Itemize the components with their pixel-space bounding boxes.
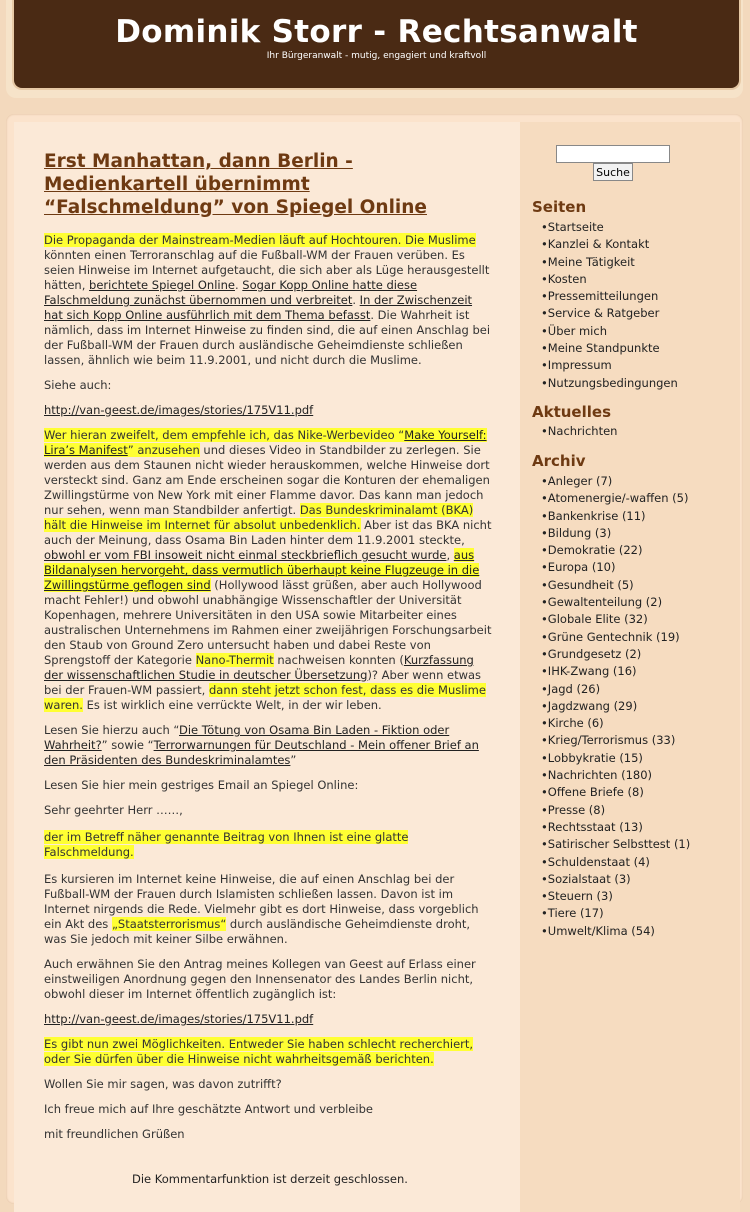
- pdf-paragraph: [44, 1012, 492, 1027]
- sidebar-archive-item: [541, 819, 736, 836]
- sidebar-page-item: [541, 271, 736, 288]
- post-paragraph: Wollen Sie mir sagen, was davon zutrifft?: [44, 1077, 282, 1091]
- comments-closed-notice: Die Kommentarfunktion ist derzeit geschlossen.: [132, 1172, 408, 1186]
- sidebar-archive-link[interactable]: Sozialstaat (3): [547, 871, 631, 886]
- sidebar-archive-item: [541, 732, 736, 749]
- search-button[interactable]: Suche: [593, 163, 633, 181]
- sidebar-archive-link[interactable]: Gesundheit (5): [547, 577, 634, 592]
- text: und dieses Video in Standbilder zu zerlegen. Sie werden aus dem Staunen nicht wieder herauskommen, welche Hinweise dort versteckt sind. Ganz am Ende erscheinen sogar die Konturen der ehemaligen Zwillingstürme von New York mit einer Flamme davor. Das kann man jedoch nur sehen, wenn man Standbilder anfertigt.: [44, 443, 490, 517]
- sidebar-archive-item: [541, 490, 736, 507]
- text: nachweisen konnten (: [273, 653, 404, 667]
- sidebar-archive-item: [541, 542, 736, 559]
- archive-heading: Archiv: [532, 452, 586, 470]
- sidebar-archive-item: [541, 888, 736, 905]
- sidebar-archive-link[interactable]: Demokratie (22): [547, 543, 643, 558]
- sidebar-page-item: [541, 323, 736, 340]
- sidebar-page-link[interactable]: Startseite: [547, 220, 604, 234]
- bullet-icon: •: [541, 819, 548, 834]
- sidebar-archive-link[interactable]: Grundgesetz (2): [547, 646, 642, 661]
- sidebar-archive-item: [541, 611, 736, 628]
- bullet-icon: •: [541, 629, 548, 644]
- bullet-icon: •: [541, 802, 548, 817]
- fbi-link[interactable]: obwohl er vom FBI insoweit nicht einmal steckbrieflich gesucht wurde: [44, 548, 447, 562]
- sidebar-archive-link[interactable]: Jagd (26): [547, 681, 601, 696]
- post-paragraph: Lesen Sie hier mein gestriges Email an Spiegel Online:: [44, 778, 359, 792]
- bullet-icon: •: [541, 854, 548, 869]
- sidebar-archive-link[interactable]: IHK-Zwang (16): [547, 664, 637, 679]
- post-paragraph: mit freundlichen Grüßen: [44, 1127, 185, 1141]
- post: [44, 150, 492, 1152]
- sidebar-news-link[interactable]: Nachrichten: [547, 424, 618, 438]
- image-analysis-link[interactable]: aus Bildanalysen hervorgeht, dass vermutlich überhaupt keine Flugzeuge in die Zwillingstürme geflogen sind: [44, 548, 480, 592]
- sidebar-archive-link[interactable]: Schuldenstaat (4): [547, 854, 650, 869]
- bullet-icon: •: [541, 785, 548, 800]
- sidebar-page-link[interactable]: Impressum: [547, 358, 612, 373]
- sidebar-page-link[interactable]: Pressemitteilungen: [547, 289, 659, 304]
- bullet-icon: •: [541, 750, 548, 765]
- bullet-icon: •: [541, 923, 548, 938]
- text: Es ist wirklich eine verrückte Welt, in der wir leben.: [82, 698, 382, 712]
- spiegel-online-link[interactable]: berichtete Spiegel Online: [89, 278, 235, 292]
- bullet-icon: •: [541, 424, 548, 438]
- site-subtitle: Ihr Bürgeranwalt - mutig, engagiert und kraftvoll: [266, 51, 487, 61]
- text: . Die Wahrheit ist nämlich, dass im Internet Hinweise zu finden sind, die auf einen Anschlag bei der Fußball-WM der Frauen durch ausländische Geheimdienste schließen lassen, ähnlich wie beim 11.9.2001, und nicht durch die Muslime.: [44, 308, 491, 367]
- sidebar-archive-link[interactable]: Presse (8): [547, 802, 606, 817]
- sidebar-archive-item: [541, 871, 736, 888]
- sidebar-archive-item: [541, 715, 736, 732]
- highlight: Nano-Thermit: [195, 653, 274, 667]
- pdf-link[interactable]: http://van-geest.de/images/stories/175V11.pdf: [44, 403, 314, 417]
- sidebar-page-link[interactable]: Meine Tätigkeit: [547, 254, 635, 269]
- sidebar-archive-item: [541, 767, 736, 784]
- bullet-icon: •: [541, 254, 548, 269]
- bullet-icon: •: [541, 237, 548, 252]
- bullet-icon: •: [541, 664, 548, 679]
- post-paragraph: Auch erwähnen Sie den Antrag meines Kollegen van Geest auf Erlass einer einstweiligen Anordnung gegen den Innensenator des Landes Berlin nicht, obwohl dieser im Internet öffentlich zugänglich ist:: [44, 957, 476, 1001]
- bullet-icon: •: [541, 271, 548, 286]
- bullet-icon: •: [541, 768, 548, 783]
- bullet-icon: •: [541, 358, 548, 373]
- post-paragraph: Sehr geehrter Herr ……,: [44, 803, 183, 817]
- bullet-icon: •: [541, 837, 548, 852]
- bullet-icon: •: [541, 508, 548, 523]
- sidebar-page-item: [541, 236, 736, 253]
- pdf-paragraph: [44, 403, 492, 418]
- sidebar-archive-link[interactable]: Bankenkrise (11): [547, 508, 646, 523]
- sidebar-page-item: [541, 254, 736, 271]
- sidebar-archive-link[interactable]: Gewaltenteilung (2): [547, 595, 663, 610]
- sidebar-archive-item: [541, 784, 736, 801]
- post-paragraph: [44, 723, 492, 768]
- sidebar-news-item: [541, 423, 736, 440]
- highlight: der im Betreff näher genannte Beitrag von Ihnen ist eine glatte Falschmeldung.: [44, 830, 409, 859]
- text: Lesen Sie hierzu auch “: [44, 723, 179, 737]
- bullet-icon: •: [541, 612, 548, 627]
- sidebar-archive-item: [541, 525, 736, 542]
- bullet-icon: •: [541, 323, 548, 338]
- osama-article-link[interactable]: Die Tötung von Osama Bin Laden - Fiktion oder Wahrheit?: [44, 723, 450, 752]
- text: ”: [290, 753, 297, 767]
- highlight: „Staatsterrorismus“: [111, 917, 227, 931]
- sidebar-archive-link[interactable]: Offene Briefe (8): [547, 785, 644, 800]
- site-title[interactable]: Dominik Storr - Rechtsanwalt: [115, 14, 638, 50]
- text: )? Aber wenn etwas bei der Frauen-WM passiert,: [44, 668, 482, 697]
- bullet-icon: •: [541, 220, 548, 234]
- sidebar-archive-item: [541, 750, 736, 767]
- post-paragraph: [44, 1037, 492, 1067]
- sidebar-page-link[interactable]: Meine Standpunkte: [547, 341, 660, 356]
- sidebar-archive-item: [541, 594, 736, 611]
- text: Aber ist das BKA nicht auch der Meinung, dass Osama Bin Laden hinter dem 11.9.2001 steckte,: [44, 518, 492, 547]
- sidebar-page-link[interactable]: Kanzlei & Kontakt: [547, 237, 650, 252]
- kopp-online-link[interactable]: Sogar Kopp Online hatte diese Falschmeldung zunächst übernommen und verbreitet: [44, 278, 418, 307]
- bullet-icon: •: [541, 681, 548, 696]
- bullet-icon: •: [541, 889, 548, 904]
- highlight: Die Propaganda der Mainstream-Medien läuft auf Hochtouren. Die Muslime: [44, 233, 476, 247]
- post-paragraph: [44, 233, 492, 368]
- sidebar-archive-item: [541, 836, 736, 853]
- archive-list: [541, 473, 736, 940]
- bullet-icon: •: [541, 375, 548, 390]
- sidebar-archive-link[interactable]: Satirischer Selbsttest (1): [547, 837, 691, 852]
- pages-list: [541, 219, 736, 392]
- post-paragraph: [44, 872, 492, 947]
- sidebar-archive-item: [541, 577, 736, 594]
- nike-video-link[interactable]: Make Yourself: Lira’s Manifest: [44, 428, 487, 457]
- sidebar-archive-item: [541, 923, 736, 940]
- text: ” sowie “: [101, 738, 154, 752]
- bka-letter-link[interactable]: Terrorwarnungen für Deutschland - Mein offener Brief an den Präsidenten des Bundeskriminalamtes: [44, 738, 479, 767]
- highlight: dann steht jetzt schon fest, dass es die Muslime waren.: [44, 683, 486, 712]
- sidebar-archive-link[interactable]: Umwelt/Klima (54): [547, 923, 655, 938]
- sidebar-archive-link[interactable]: Atomenergie/-waffen (5): [547, 491, 689, 506]
- bullet-icon: •: [541, 491, 548, 506]
- text: .: [352, 293, 360, 307]
- search-input[interactable]: [556, 145, 670, 163]
- sidebar-archive-item: [541, 905, 736, 922]
- sidebar-page-link[interactable]: Über mich: [547, 323, 607, 338]
- sidebar-archive-item: [541, 802, 736, 819]
- sidebar-archive-link[interactable]: Europa (10): [547, 560, 616, 575]
- text: ,: [446, 548, 454, 562]
- sidebar-archive-link[interactable]: Grüne Gentechnik (19): [547, 629, 680, 644]
- post-paragraph: [44, 428, 492, 713]
- sidebar-archive-link[interactable]: Globale Elite (32): [547, 612, 648, 627]
- sidebar-archive-item: [541, 854, 736, 871]
- bullet-icon: •: [541, 906, 548, 921]
- text: (Hollywood lässt grüßen, aber auch Hollywood macht Fehler!) und obwohl unabhängige Wissenschaftler der Universität Kopenhagen, mehrere Universitäten in den USA sowie Mitarbeiter eines australischen Unternehmens im Rahmen einer zweijährigen Forschungsarbeit den Staub von Ground Zero untersucht haben und dabei Reste von Sprengstoff der Kategorie: [44, 578, 492, 667]
- sidebar-archive-link[interactable]: Rechtsstaat (13): [547, 819, 643, 834]
- sidebar-archive-item: [541, 559, 736, 576]
- study-summary-link[interactable]: Kurzfassung der wissenschaftlichen Studie in deutscher Übersetzung: [44, 653, 474, 682]
- bullet-icon: •: [541, 289, 548, 304]
- sidebar-archive-item: [541, 698, 736, 715]
- see-also: Siehe auch:: [44, 378, 112, 392]
- post-paragraph: Ich freue mich auf Ihre geschätzte Antwort und verbleibe: [44, 1102, 373, 1116]
- sidebar-page-item: [541, 357, 736, 374]
- sidebar-archive-link[interactable]: Jagdzwang (29): [547, 698, 638, 713]
- news-list: [541, 423, 736, 440]
- sidebar-page-item: [541, 288, 736, 305]
- bullet-icon: •: [541, 716, 548, 731]
- text: .: [234, 278, 243, 292]
- text: durch ausländische Geheimdienste droht, was Sie jedoch mit keiner Silbe erwähnen.: [44, 917, 471, 946]
- bullet-icon: •: [541, 698, 548, 713]
- sidebar-archive-link[interactable]: Krieg/Terrorismus (33): [547, 733, 676, 748]
- post-title[interactable]: Erst Manhattan, dann Berlin - Medienkartell übernimmt “Falschmeldung” von Spiegel Online: [44, 151, 427, 218]
- sidebar-page-item: [541, 305, 736, 322]
- pdf-link[interactable]: http://van-geest.de/images/stories/175V11.pdf: [44, 1012, 314, 1026]
- site-header: [14, 0, 739, 88]
- bullet-icon: •: [541, 871, 548, 886]
- bullet-icon: •: [541, 543, 548, 558]
- sidebar-page-link[interactable]: Kosten: [547, 271, 587, 286]
- sidebar-archive-link[interactable]: Anleger (7): [547, 474, 613, 488]
- sidebar-archive-item: [541, 663, 736, 680]
- sidebar-archive-link[interactable]: Bildung (3): [547, 525, 612, 540]
- post-paragraph: [44, 830, 492, 860]
- sidebar-page-link[interactable]: Service & Ratgeber: [547, 306, 660, 321]
- bullet-icon: •: [541, 474, 548, 488]
- bullet-icon: •: [541, 577, 548, 592]
- sidebar-page-item: [541, 375, 736, 392]
- kopp-online-followup-link[interactable]: In der Zwischenzeit hat sich Kopp Online ausführlich mit dem Thema befasst: [44, 293, 473, 322]
- sidebar-archive-item: [541, 629, 736, 646]
- bullet-icon: •: [541, 595, 548, 610]
- bullet-icon: •: [541, 341, 548, 356]
- sidebar-archive-item: [541, 473, 736, 490]
- sidebar-page-item: [541, 340, 736, 357]
- sidebar-archive-link[interactable]: Tiere (17): [547, 906, 604, 921]
- highlight: Das Bundeskriminalamt (BKA) hält die Hinweise im Internet für absolut unbedenklich.: [44, 503, 474, 532]
- sidebar-archive-link[interactable]: Nachrichten (180): [547, 768, 653, 783]
- sidebar-page-item: [541, 219, 736, 236]
- sidebar-archive-item: [541, 646, 736, 663]
- sidebar-archive-link[interactable]: Kirche (6): [547, 716, 604, 731]
- highlight: Wer hieran zweifelt, dem empfehle ich, das Nike-Werbevideo “: [44, 428, 405, 442]
- bullet-icon: •: [541, 525, 548, 540]
- pages-heading: Seiten: [532, 198, 587, 216]
- text: Es kursieren im Internet keine Hinweise, die auf einen Anschlag bei der Fußball-WM der Frauen durch Islamisten schließen lassen. Davon ist im Internet nirgends die Rede. Vielmehr gibt es dort Hinweise, dass vorgeblich ein Akt des: [44, 872, 479, 931]
- bullet-icon: •: [541, 646, 548, 661]
- bullet-icon: •: [541, 733, 548, 748]
- bullet-icon: •: [541, 306, 548, 321]
- sidebar-archive-link[interactable]: Lobbykratie (15): [547, 750, 643, 765]
- sidebar-archive-link[interactable]: Steuern (3): [547, 889, 613, 904]
- sidebar-archive-item: [541, 508, 736, 525]
- highlight: ” anzusehen: [127, 443, 200, 457]
- sidebar-page-link[interactable]: Nutzungsbedingungen: [547, 375, 678, 390]
- text: könnten einen Terroranschlag auf die Fußball-WM der Frauen verüben. Es seien Hinweise im Internet aufgetaucht, die sich aber als Lüge herausgestellt hätten,: [44, 248, 490, 292]
- highlight: Es gibt nun zwei Möglichkeiten. Entweder Sie haben schlecht recherchiert, oder Sie dürfen über die Hinweise nicht wahrheitsgemäß berichten.: [44, 1037, 474, 1066]
- news-heading: Aktuelles: [532, 403, 611, 421]
- sidebar-archive-item: [541, 681, 736, 698]
- bullet-icon: •: [541, 560, 548, 575]
